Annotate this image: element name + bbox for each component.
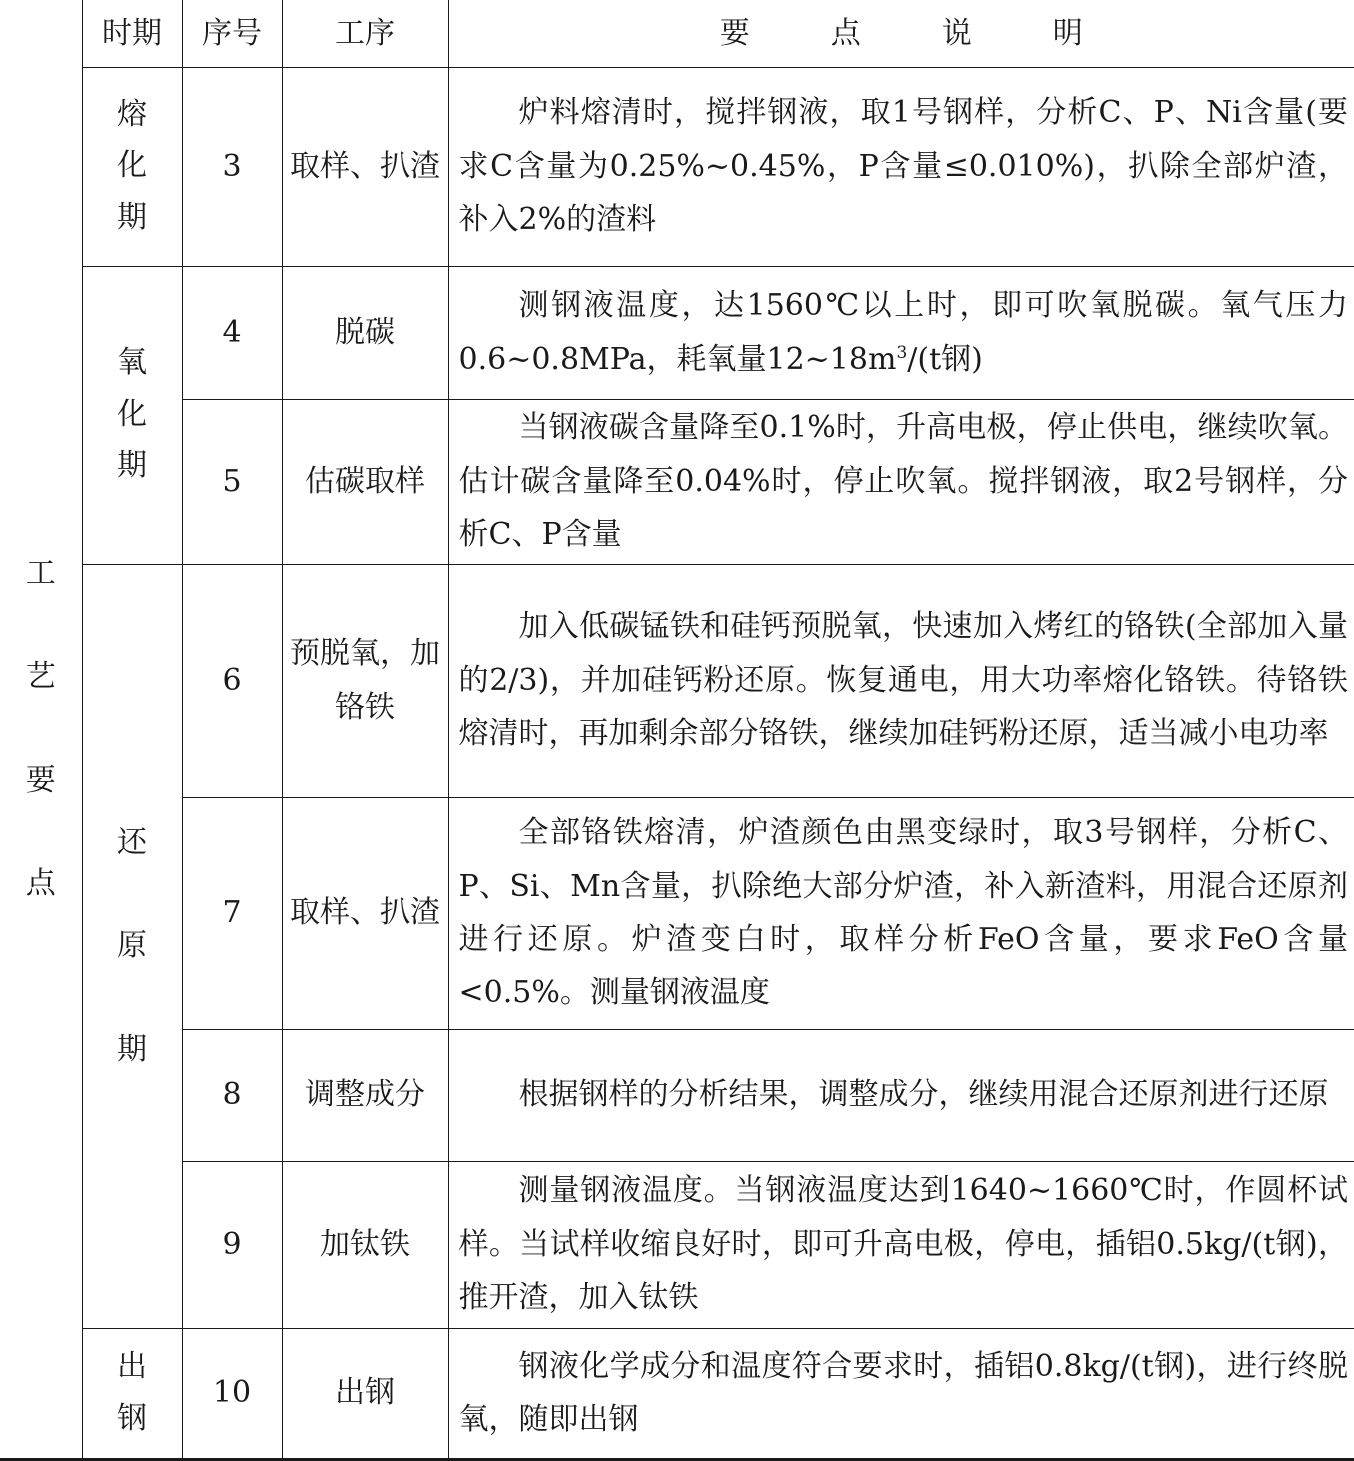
table-row xyxy=(0,67,1354,266)
seq-cell: 3 xyxy=(182,67,282,266)
period-melting: 熔化期 xyxy=(117,96,147,235)
table-row xyxy=(0,564,1354,797)
header-procedure: 工序 xyxy=(282,0,448,67)
description-cell: 加入低碳锰铁和硅钙预脱氧，快速加入烤红的铬铁(全部加入量的2/3)，并加硅钙粉还原。恢复通电，用大功率熔化铬铁。待铬铁熔清时，再加剩余部分铬铁，继续加硅钙粉还原，适当减小电功率 xyxy=(448,564,1354,797)
seq-cell: 5 xyxy=(182,399,282,564)
procedure-cell: 出钢 xyxy=(282,1328,448,1459)
description-cell: 测量钢液温度。当钢液温度达到1640~1660℃时，作圆杯试样。当试样收缩良好时，即可升高电极，停电，插铝0.5kg/(t钢)，推开渣，加入钛铁 xyxy=(448,1161,1354,1328)
description-cell: 全部铬铁熔清，炉渣颜色由黑变绿时，取3号钢样，分析C、P、Si、Mn含量，扒除绝大部分炉渣，补入新渣料，用混合还原剂进行还原。炉渣变白时，取样分析FeO含量，要求FeO含量<0.5%。测量钢液温度 xyxy=(448,797,1354,1029)
table-row xyxy=(0,399,1354,564)
period-cell-oxidation xyxy=(82,266,182,564)
procedure-cell: 加钛铁 xyxy=(282,1161,448,1328)
seq-cell: 9 xyxy=(182,1161,282,1328)
seq-cell: 7 xyxy=(182,797,282,1029)
header-description-label: 要点说明 xyxy=(719,15,1164,51)
seq-cell: 10 xyxy=(182,1328,282,1459)
period-cell-tapping xyxy=(82,1328,182,1459)
table-row xyxy=(0,1328,1354,1459)
superscript: 3 xyxy=(896,342,908,363)
procedure-cell: 调整成分 xyxy=(282,1029,448,1161)
procedure-cell: 估碳取样 xyxy=(282,399,448,564)
aspect-label: 工艺要点 xyxy=(25,555,56,902)
description-tail: /(t钢) xyxy=(907,341,983,377)
description-cell xyxy=(448,266,1354,399)
description-cell: 钢液化学成分和温度符合要求时，插铝0.8kg/(t钢)，进行终脱氧，随即出钢 xyxy=(448,1328,1354,1459)
header-row xyxy=(0,0,1354,67)
description-cell: 炉料熔清时，搅拌钢液，取1号钢样，分析C、P、Ni含量(要求C含量为0.25%~0.45%，P含量≤0.010%)，扒除全部炉渣，补入2%的渣料 xyxy=(448,67,1354,266)
period-tapping: 出钢 xyxy=(117,1349,147,1436)
procedure-cell: 脱碳 xyxy=(282,266,448,399)
seq-cell: 8 xyxy=(182,1029,282,1161)
period-cell-melting xyxy=(82,67,182,266)
procedure-cell: 预脱氧，加铬铁 xyxy=(282,564,448,797)
aspect-label-cell xyxy=(0,0,82,1459)
period-oxidation: 氧化期 xyxy=(117,345,147,484)
procedure-cell: 取样、扒渣 xyxy=(282,797,448,1029)
header-period: 时期 xyxy=(82,0,182,67)
table-row xyxy=(0,797,1354,1029)
table-row xyxy=(0,1029,1354,1161)
description-cell: 根据钢样的分析结果，调整成分，继续用混合还原剂进行还原 xyxy=(448,1029,1354,1161)
table-row xyxy=(0,266,1354,399)
header-description xyxy=(448,0,1354,67)
description-text: 测钢液温度，达1560℃以上时，即可吹氧脱碳。氧气压力0.6~0.8MPa，耗氧量12~18m xyxy=(458,288,1348,377)
period-reduction: 还原期 xyxy=(117,824,147,1067)
seq-cell: 6 xyxy=(182,564,282,797)
procedure-cell: 取样、扒渣 xyxy=(282,67,448,266)
header-seq: 序号 xyxy=(182,0,282,67)
seq-cell: 4 xyxy=(182,266,282,399)
period-cell-reduction xyxy=(82,564,182,1328)
description-cell: 当钢液碳含量降至0.1%时，升高电极，停止供电，继续吹氧。估计碳含量降至0.04%时，停止吹氧。搅拌钢液，取2号钢样，分析C、P含量 xyxy=(448,399,1354,564)
table-row xyxy=(0,1161,1354,1328)
